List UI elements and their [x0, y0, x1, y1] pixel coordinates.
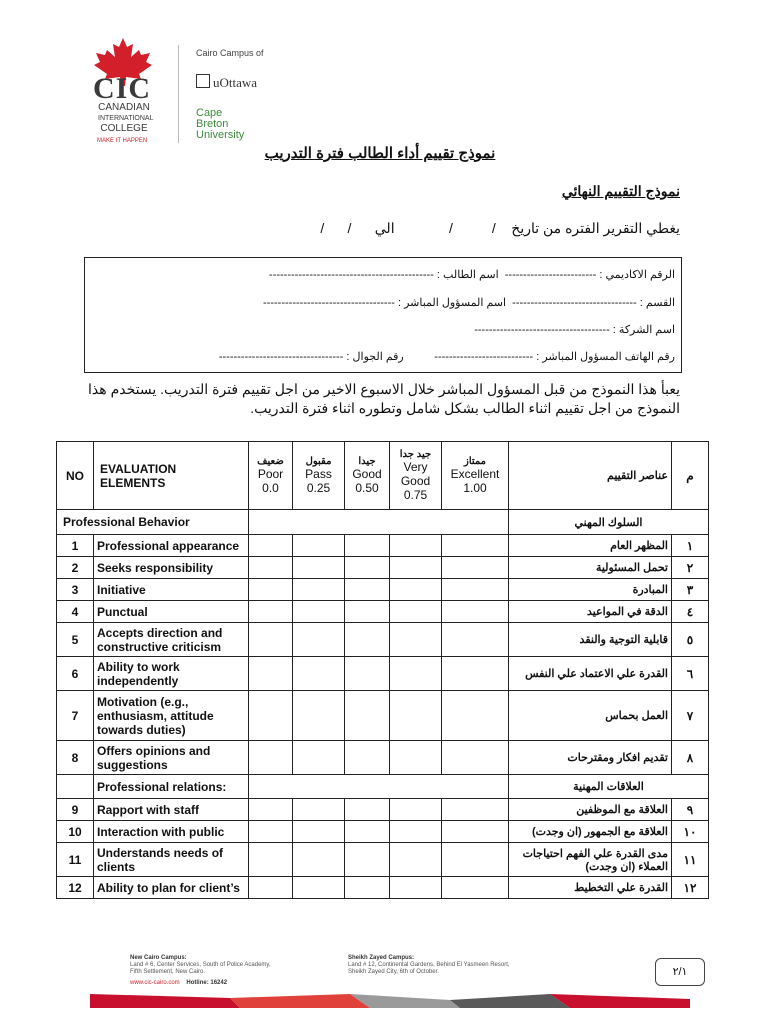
footer-color-stripe [90, 994, 690, 1008]
rating-cell-excellent[interactable] [442, 691, 509, 741]
rating-cell-poor[interactable] [249, 601, 293, 623]
table-row [57, 691, 709, 741]
table-header-row [57, 442, 709, 510]
section-label-ar: العلاقات المهنية [509, 775, 709, 799]
rating-cell-poor[interactable] [249, 535, 293, 557]
rating-cell-pass[interactable] [293, 843, 345, 877]
website-link[interactable]: www.cic-cairo.com [130, 980, 180, 986]
row-m: ٩ [672, 799, 709, 821]
row-no: 7 [57, 691, 94, 741]
rating-cell-very-good[interactable] [390, 877, 442, 899]
rating-cell-good[interactable] [345, 579, 390, 601]
row-element-ar: العلاقة مع الموظفين [509, 799, 672, 821]
new-cairo-address: New Cairo Campus: Land # 6, Center Services, South of Police Academy, Fifth Settlement, New Cairo. www.cic-cairo.com Hotline: 16242 [130, 955, 271, 986]
rating-cell-good[interactable] [345, 691, 390, 741]
row-element-en: Rapport with staff [94, 799, 249, 821]
table-row [57, 843, 709, 877]
row-element-ar: المظهر العام [509, 535, 672, 557]
rating-cell-poor[interactable] [249, 877, 293, 899]
rating-cell-poor[interactable] [249, 821, 293, 843]
cic-line-3: COLLEGE [100, 123, 148, 134]
row-element-en: Understands needs of clients [94, 843, 249, 877]
rating-cell-very-good[interactable] [390, 741, 442, 775]
logo-divider [178, 45, 179, 143]
table-row [57, 799, 709, 821]
rating-cell-good[interactable] [345, 843, 390, 877]
info-line-1: الرقم الاكاديمي : ------------------------- اسم الطالب : --------------------------------------------- [269, 269, 675, 281]
rating-cell-excellent[interactable] [442, 657, 509, 691]
rating-cell-poor[interactable] [249, 799, 293, 821]
row-element-en: Offers opinions and suggestions [94, 741, 249, 775]
row-m: ٥ [672, 623, 709, 657]
row-no: 2 [57, 557, 94, 579]
rating-cell-pass[interactable] [293, 657, 345, 691]
rating-cell-pass[interactable] [293, 821, 345, 843]
rating-cell-good[interactable] [345, 557, 390, 579]
row-m: ٦ [672, 657, 709, 691]
rating-cell-very-good[interactable] [390, 691, 442, 741]
row-element-ar: مدى القدرة علي الفهم احتياجات العملاء (ان وجدت) [509, 843, 672, 877]
rating-cell-good[interactable] [345, 657, 390, 691]
uottawa-logo [196, 74, 257, 91]
rating-cell-pass[interactable] [293, 601, 345, 623]
rating-cell-excellent[interactable] [442, 843, 509, 877]
rating-cell-poor[interactable] [249, 843, 293, 877]
row-element-en: Accepts direction and constructive criticism [94, 623, 249, 657]
row-no: 12 [57, 877, 94, 899]
section-label-en: Professional relations: [94, 775, 249, 799]
cairo-campus-label: Cairo Campus of [196, 48, 264, 58]
rating-cell-very-good[interactable] [390, 843, 442, 877]
header-m: م [672, 442, 709, 510]
rating-cell-very-good[interactable] [390, 535, 442, 557]
rating-cell-excellent[interactable] [442, 601, 509, 623]
rating-cell-very-good[interactable] [390, 821, 442, 843]
cbu-line-3: University [196, 129, 245, 141]
cic-line-2: INTERNATIONAL [98, 115, 154, 122]
rating-cell-good[interactable] [345, 535, 390, 557]
section-label-ar: السلوك المهني [509, 510, 709, 535]
section-professional-relations [57, 775, 709, 799]
table-row [57, 579, 709, 601]
rating-cell-excellent[interactable] [442, 557, 509, 579]
row-element-ar: تحمل المسئولية [509, 557, 672, 579]
row-m: ٧ [672, 691, 709, 741]
rating-cell-good[interactable] [345, 741, 390, 775]
info-line-4: رقم الهاتف المسؤول المباشر : --------------------------- رقم الجوال : ---------------------------------- [218, 351, 675, 363]
evaluation-table [56, 441, 709, 899]
cic-tagline: MAKE IT HAPPEN [97, 138, 148, 144]
rating-cell-pass[interactable] [293, 535, 345, 557]
rating-cell-good[interactable] [345, 601, 390, 623]
rating-cell-poor[interactable] [249, 657, 293, 691]
rating-cell-pass[interactable] [293, 579, 345, 601]
row-element-en: Ability to work independently [94, 657, 249, 691]
row-m: ٢ [672, 557, 709, 579]
row-m: ١٢ [672, 877, 709, 899]
rating-cell-pass[interactable] [293, 877, 345, 899]
rating-cell-poor[interactable] [249, 623, 293, 657]
row-m: ١١ [672, 843, 709, 877]
row-element-ar: القدرة علي التخطيط [509, 877, 672, 899]
rating-cell-good[interactable] [345, 821, 390, 843]
table-row [57, 601, 709, 623]
header-excellent: ممتاز Excellent 1.00 [442, 442, 509, 510]
row-m: ٣ [672, 579, 709, 601]
header-pass: مقبول Pass 0.25 [293, 442, 345, 510]
rating-cell-poor[interactable] [249, 579, 293, 601]
rating-cell-very-good[interactable] [390, 623, 442, 657]
row-no: 9 [57, 799, 94, 821]
rating-cell-very-good[interactable] [390, 657, 442, 691]
rating-cell-pass[interactable] [293, 623, 345, 657]
sheikh-zayed-address: Sheikh Zayed Campus: Land # 12, Continental Gardens, Behind El Yasmeen Resort, Sheikh Zayed City, 6th of October. [348, 955, 510, 975]
section-label-en: Professional Behavior [57, 510, 249, 535]
rating-cell-excellent[interactable] [442, 799, 509, 821]
row-element-en: Ability to plan for client’s [94, 877, 249, 899]
page-number: ٢/١ [655, 958, 705, 986]
rating-cell-very-good[interactable] [390, 799, 442, 821]
rating-cell-pass[interactable] [293, 799, 345, 821]
info-line-3: اسم الشركة : ------------------------------------- [474, 324, 675, 336]
cbu-line-1: Cape [196, 107, 223, 119]
table-row [57, 557, 709, 579]
rating-cell-poor[interactable] [249, 691, 293, 741]
rating-cell-excellent[interactable] [442, 623, 509, 657]
row-no: 3 [57, 579, 94, 601]
row-element-ar: المبادرة [509, 579, 672, 601]
row-element-ar: العلاقة مع الجمهور (ان وجدت) [509, 821, 672, 843]
rating-cell-very-good[interactable] [390, 601, 442, 623]
row-element-ar: الدقة في المواعيد [509, 601, 672, 623]
header-good: جيدا Good 0.50 [345, 442, 390, 510]
row-element-en: Interaction with public [94, 821, 249, 843]
row-element-en: Initiative [94, 579, 249, 601]
row-no: 11 [57, 843, 94, 877]
cic-line-1: CANADIAN [98, 102, 150, 113]
table-row [57, 877, 709, 899]
rating-cell-excellent[interactable] [442, 741, 509, 775]
rating-cell-poor[interactable] [249, 557, 293, 579]
table-row [57, 657, 709, 691]
uottawa-building-icon [196, 74, 210, 88]
row-m: ٨ [672, 741, 709, 775]
student-info-box [84, 257, 682, 373]
rating-cell-good[interactable] [345, 623, 390, 657]
row-no: 4 [57, 601, 94, 623]
header-elements-ar: عناصر التقييم [509, 442, 672, 510]
rating-cell-excellent[interactable] [442, 877, 509, 899]
row-element-ar: القدرة علي الاعتماد علي النفس [509, 657, 672, 691]
period-line: يغطي التقرير الفتره من تاريخ / / الي / / [320, 220, 680, 236]
row-element-en: Motivation (e.g., enthusiasm, attitude towards duties) [94, 691, 249, 741]
row-element-ar: قابلية التوجية والنقد [509, 623, 672, 657]
rating-cell-excellent[interactable] [442, 535, 509, 557]
row-no: 5 [57, 623, 94, 657]
rating-cell-excellent[interactable] [442, 821, 509, 843]
header-evaluation-elements: EVALUATION ELEMENTS [94, 442, 249, 510]
cbu-line-2: Breton [196, 118, 229, 130]
rating-cell-very-good[interactable] [390, 579, 442, 601]
header-poor: ضعيف Poor 0.0 [249, 442, 293, 510]
rating-cell-pass[interactable] [293, 691, 345, 741]
row-element-en: Punctual [94, 601, 249, 623]
row-element-en: Professional appearance [94, 535, 249, 557]
table-row [57, 623, 709, 657]
section-professional-behavior [57, 510, 709, 535]
row-no: 6 [57, 657, 94, 691]
table-row [57, 741, 709, 775]
rating-cell-good[interactable] [345, 799, 390, 821]
rating-cell-pass[interactable] [293, 557, 345, 579]
row-no: 1 [57, 535, 94, 557]
uottawa-text: uOttawa [213, 75, 258, 90]
row-m: ١٠ [672, 821, 709, 843]
row-m: ١ [672, 535, 709, 557]
cic-wordmark: CIC [93, 72, 152, 105]
row-m: ٤ [672, 601, 709, 623]
header-no: NO [57, 442, 94, 510]
table-row [57, 821, 709, 843]
rating-cell-good[interactable] [345, 877, 390, 899]
rating-cell-excellent[interactable] [442, 579, 509, 601]
row-element-ar: العمل بحماس [509, 691, 672, 741]
row-element-ar: تقديم افكار ومقترحات [509, 741, 672, 775]
table-row [57, 535, 709, 557]
header-very-good: جيد جدا Very Good 0.75 [390, 442, 442, 510]
row-element-en: Seeks responsibility [94, 557, 249, 579]
info-line-2: القسم : ---------------------------------- اسم المسؤول المباشر : ------------------------------------ [263, 297, 675, 309]
rating-cell-pass[interactable] [293, 741, 345, 775]
page-title: نموذج تقييم أداء الطالب فترة التدريب [264, 145, 496, 162]
rating-cell-very-good[interactable] [390, 557, 442, 579]
row-no: 10 [57, 821, 94, 843]
page-subtitle: نموذج التقييم النهائي [561, 183, 680, 199]
instructions-paragraph: يعبأ هذا النموذج من قبل المسؤول المباشر خلال الاسبوع الاخير من اجل تقييم فترة التدريب. يستخدم هذا النموذج من اجل تقييم اثناء الطالب بشكل شامل وتطوره اثناء فترة التدريب. [88, 381, 680, 416]
rating-cell-poor[interactable] [249, 741, 293, 775]
row-no: 8 [57, 741, 94, 775]
